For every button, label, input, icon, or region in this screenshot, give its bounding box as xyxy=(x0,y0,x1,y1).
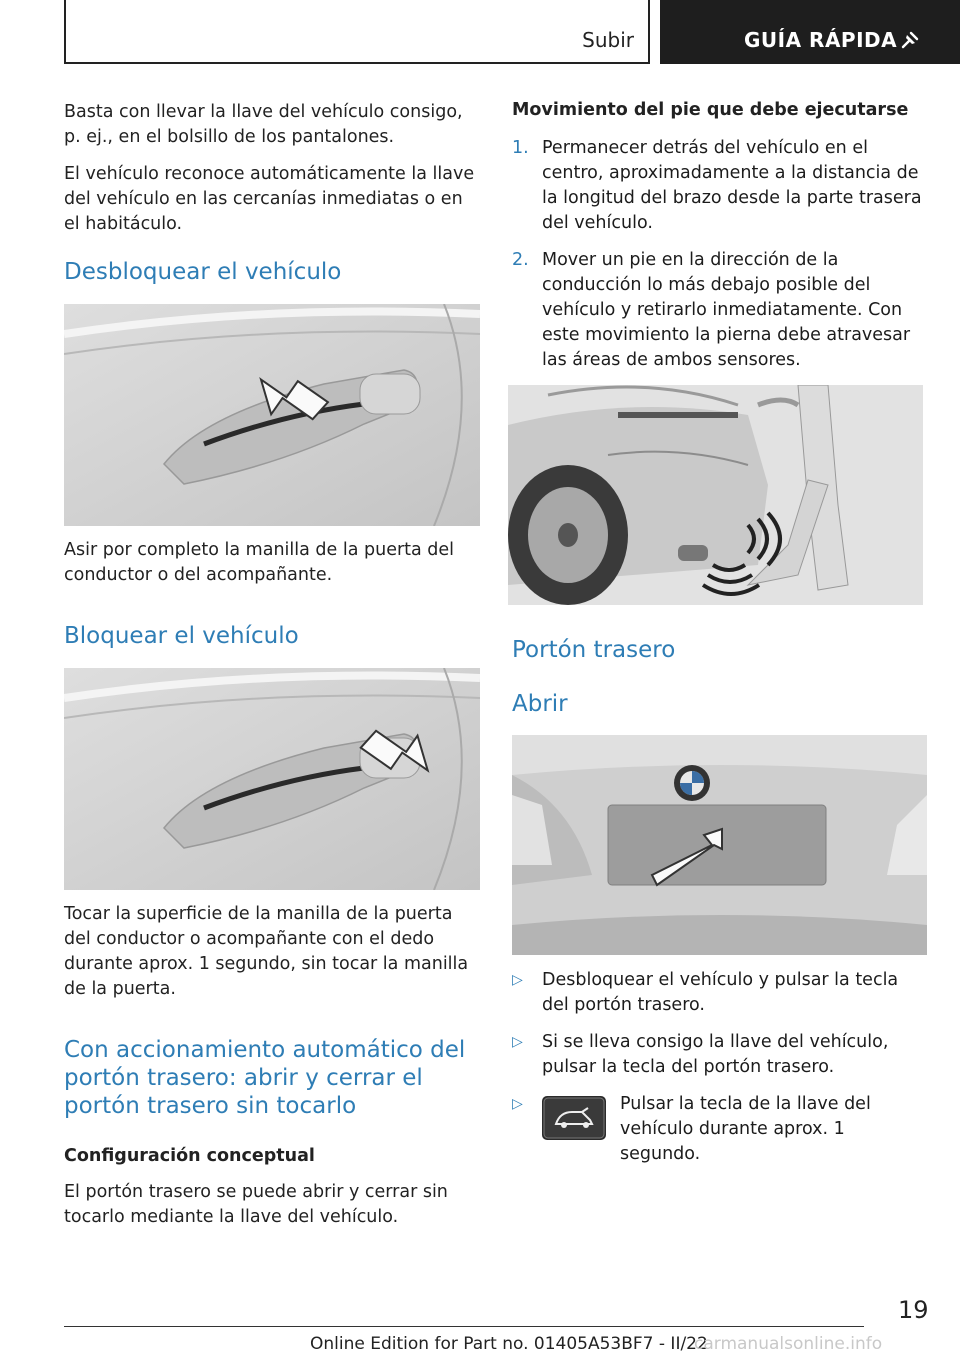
step-item xyxy=(512,136,930,236)
intro-paragraph-2: El vehículo reconoce automáticamente la llave del vehículo en las cercanías inmediatas o en el habitáculo. xyxy=(64,164,475,234)
auto-tailgate-heading: Con accionamiento automático del portón trasero: abrir y cerrar el portón trasero sin tocarlo xyxy=(64,1037,466,1119)
open-methods-list xyxy=(512,968,930,1167)
bullet-text: Desbloquear el vehículo y pulsar la tecla del portón trasero. xyxy=(542,970,899,1015)
foot-movement-image xyxy=(508,385,923,605)
movement-steps xyxy=(512,136,930,385)
lock-instruction: Tocar la superficie de la manilla de la puerta del conductor o acompañante con el dedo durante aprox. 1 segundo, sin tocar la manilla de la puerta. xyxy=(64,904,469,999)
intro-paragraph-1: Basta con llevar la llave del vehículo consigo, p. ej., en el bolsillo de los pantalones. xyxy=(64,102,463,147)
lock-heading: Bloquear el vehículo xyxy=(64,623,299,649)
step-text: Permanecer detrás del vehículo en el centro, aproximadamente a la distancia de la longitud del brazo desde la parte trasera del vehículo. xyxy=(542,138,922,233)
concept-text: El portón trasero se puede abrir y cerrar sin tocarlo mediante la llave del vehículo. xyxy=(64,1182,448,1227)
step-number: 2. xyxy=(512,250,529,270)
unlock-instruction: Asir por completo la manilla de la puerta del conductor o del acompañante. xyxy=(64,540,455,585)
edition-text: Online Edition for Part no. 01405A53BF7 - II/22 xyxy=(310,1334,708,1354)
list-item xyxy=(512,1092,930,1167)
pin-icon xyxy=(898,30,920,52)
watermark: carmanualsonline.info xyxy=(694,1334,883,1354)
open-heading: Abrir xyxy=(512,691,568,717)
tailgate-heading: Portón trasero xyxy=(512,637,676,663)
step-text: Mover un pie en la dirección de la conducción lo más debajo posible del vehículo y retirarlo inmediatamente. Con este movimiento la pierna debe atravesar las áreas de ambos sensores. xyxy=(542,250,911,370)
concept-heading: Configuración conceptual xyxy=(64,1146,315,1166)
tailgate-button-image xyxy=(512,735,927,955)
header-nav-box xyxy=(64,0,650,64)
movement-heading: Movimiento del pie que debe ejecutarse xyxy=(512,100,909,120)
up-link[interactable]: Subir xyxy=(582,28,634,52)
section-tab[interactable] xyxy=(660,0,960,64)
triangle-bullet-icon: ▷ xyxy=(512,1034,523,1050)
step-item xyxy=(512,248,930,373)
footer-divider xyxy=(64,1326,864,1327)
car-key-tailgate-button-icon xyxy=(542,1096,606,1140)
list-item xyxy=(512,968,930,1018)
lock-door-handle-image xyxy=(64,668,480,890)
bullet-text: Si se lleva consigo la llave del vehículo, pulsar la tecla del portón trasero. xyxy=(542,1032,889,1077)
triangle-bullet-icon: ▷ xyxy=(512,972,523,988)
step-number: 1. xyxy=(512,138,529,158)
unlock-heading: Desbloquear el vehículo xyxy=(64,259,342,285)
triangle-bullet-icon: ▷ xyxy=(512,1096,523,1112)
page-number: 19 xyxy=(898,1296,929,1324)
unlock-door-handle-image xyxy=(64,304,480,526)
bullet-text: Pulsar la tecla de la llave del vehículo durante aprox. 1 segundo. xyxy=(620,1094,871,1164)
list-item xyxy=(512,1030,930,1080)
section-label: GUÍA RÁPIDA xyxy=(744,28,898,52)
